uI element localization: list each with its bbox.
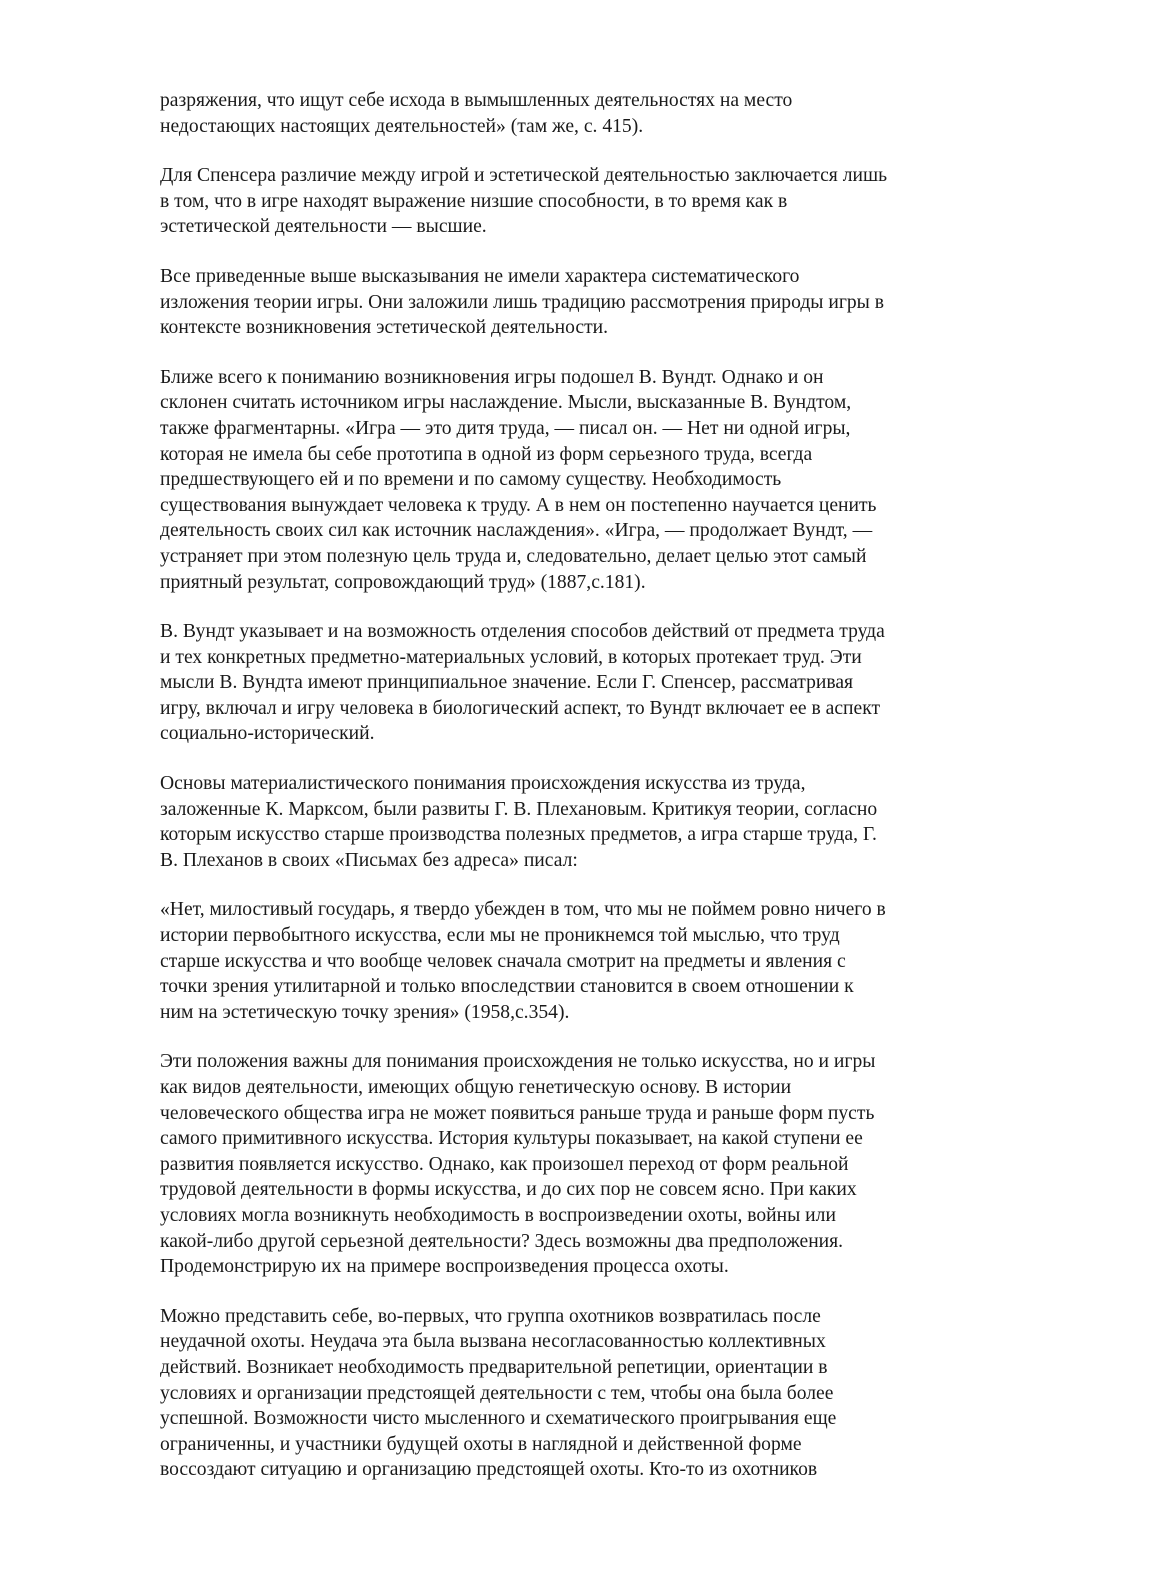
text-line: человеческого общества игра не может появиться раньше труда и раньше форм пусть bbox=[160, 1102, 875, 1124]
paragraph bbox=[160, 264, 1020, 341]
text-line: изложения теории игры. Они заложили лишь традицию рассмотрения природы игры в bbox=[160, 291, 884, 313]
text-line: Ближе всего к пониманию возникновения игры подошел В. Вундт. Однако и он bbox=[160, 366, 824, 388]
text-line: эстетической деятельности — высшие. bbox=[160, 216, 487, 238]
text-line: также фрагментарны. «Игра — это дитя труда, — писал он. — Нет ни одной игры, bbox=[160, 417, 851, 439]
text-line: недостающих настоящих деятельностей» (там же, с. 415). bbox=[160, 115, 644, 137]
text-line: какой-либо другой серьезной деятельности? Здесь возможны два предположения. bbox=[160, 1230, 844, 1252]
text-line: развития появляется искусство. Однако, как произошел переход от форм реальной bbox=[160, 1153, 849, 1175]
text-line: В. Вундт указывает и на возможность отделения способов действий от предмета труда bbox=[160, 621, 885, 643]
text-line: игру, включал и игру человека в биологический аспект, то Вундт включает ее в аспект bbox=[160, 697, 881, 719]
text-line: Основы материалистического понимания происхождения искусства из труда, bbox=[160, 773, 806, 795]
text-line: существования вынуждает человека к труду. А в нем он постепенно научается ценить bbox=[160, 494, 877, 516]
text-line: деятельность своих сил как источник наслаждения». «Игра, — продолжает Вундт, — bbox=[160, 520, 873, 542]
text-line: контексте возникновения эстетической деятельности. bbox=[160, 317, 609, 339]
quote-paragraph bbox=[160, 897, 1020, 1025]
paragraph bbox=[160, 619, 1020, 747]
text-line: приятный результат, сопровождающий труд» (1887,с.181). bbox=[160, 571, 646, 593]
text-line: успешной. Возможности чисто мысленного и схематического проигрывания еще bbox=[160, 1408, 837, 1430]
text-line: склонен считать источником игры наслаждение. Мысли, высказанные В. Вундтом, bbox=[160, 392, 852, 414]
text-line: как видов деятельности, имеющих общую генетическую основу. В истории bbox=[160, 1077, 792, 1098]
text-line: которым искусство старше производства полезных предметов, а игра старше труда, Г. bbox=[160, 824, 877, 846]
text-line: ним на эстетическую точку зрения» (1958,с.354). bbox=[160, 1001, 570, 1023]
paragraph bbox=[160, 163, 1020, 240]
text-line: самого примитивного искусства. История культуры показывает, на какой ступени ее bbox=[160, 1128, 863, 1150]
text-line: устраняет при этом полезную цель труда и, следовательно, делает целью этот самый bbox=[160, 545, 867, 567]
text-line: точки зрения утилитарной и только впоследствии становится в своем отношении к bbox=[160, 976, 854, 998]
document-page bbox=[160, 88, 1020, 1507]
text-line: социально-исторический. bbox=[160, 723, 375, 745]
paragraph bbox=[160, 771, 1020, 873]
text-line: Продемонстрирую их на примере воспроизведения процесса охоты. bbox=[160, 1256, 729, 1278]
paragraph bbox=[160, 365, 1020, 595]
paragraph bbox=[160, 88, 1020, 139]
text-line: предшествующего ей и по времени и по самому существу. Необходимость bbox=[160, 469, 782, 491]
text-line: «Нет, милостивый государь, я твердо убежден в том, что мы не поймем ровно ничего в bbox=[160, 899, 886, 921]
text-line: условиях и организации предстоящей деятельности с тем, чтобы она была более bbox=[160, 1382, 834, 1404]
text-line: разряжения, что ищут себе исхода в вымышленных деятельностях на место bbox=[160, 90, 793, 111]
text-line: старше искусства и что вообще человек сначала смотрит на предметы и явления с bbox=[160, 950, 846, 972]
text-line: неудачной охоты. Неудача эта была вызвана несогласованностью коллективных bbox=[160, 1331, 826, 1353]
text-line: Все приведенные выше высказывания не имели характера систематического bbox=[160, 265, 800, 287]
text-line: заложенные К. Марксом, были развиты Г. В. Плехановым. Критикуя теории, согласно bbox=[160, 798, 878, 820]
text-line: действий. Возникает необходимость предварительной репетиции, ориентации в bbox=[160, 1356, 828, 1378]
text-line: Для Спенсера различие между игрой и эстетической деятельностью заключается лишь bbox=[160, 165, 888, 187]
text-line: Эти положения важны для понимания происхождения не только искусства, но и игры bbox=[160, 1051, 876, 1073]
text-line: Можно представить себе, во-первых, что группа охотников возвратилась после bbox=[160, 1305, 821, 1327]
text-line: в том, что в игре находят выражение низшие способности, в то время как в bbox=[160, 190, 788, 212]
text-line: мысли В. Вундта имеют принципиальное значение. Если Г. Спенсер, рассматривая bbox=[160, 672, 854, 694]
text-line: которая не имела бы себе прототипа в одной из форм серьезного труда, всегда bbox=[160, 443, 813, 465]
text-line: истории первобытного искусства, если мы не проникнемся той мыслью, что труд bbox=[160, 925, 840, 947]
text-line: воссоздают ситуацию и организацию предстоящей охоты. Кто-то из охотников bbox=[160, 1459, 818, 1481]
paragraph bbox=[160, 1049, 1020, 1279]
text-line: и тех конкретных предметно-материальных условий, в которых протекает труд. Эти bbox=[160, 646, 862, 668]
text-line: ограниченны, и участники будущей охоты в наглядной и действенной форме bbox=[160, 1433, 802, 1455]
text-line: В. Плеханов в своих «Письмах без адреса» писал: bbox=[160, 849, 578, 871]
text-line: условиях могла возникнуть необходимость в воспроизведении охоты, войны или bbox=[160, 1204, 836, 1226]
paragraph bbox=[160, 1304, 1020, 1483]
text-line: трудовой деятельности в формы искусства, и до сих пор не совсем ясно. При каких bbox=[160, 1179, 857, 1201]
